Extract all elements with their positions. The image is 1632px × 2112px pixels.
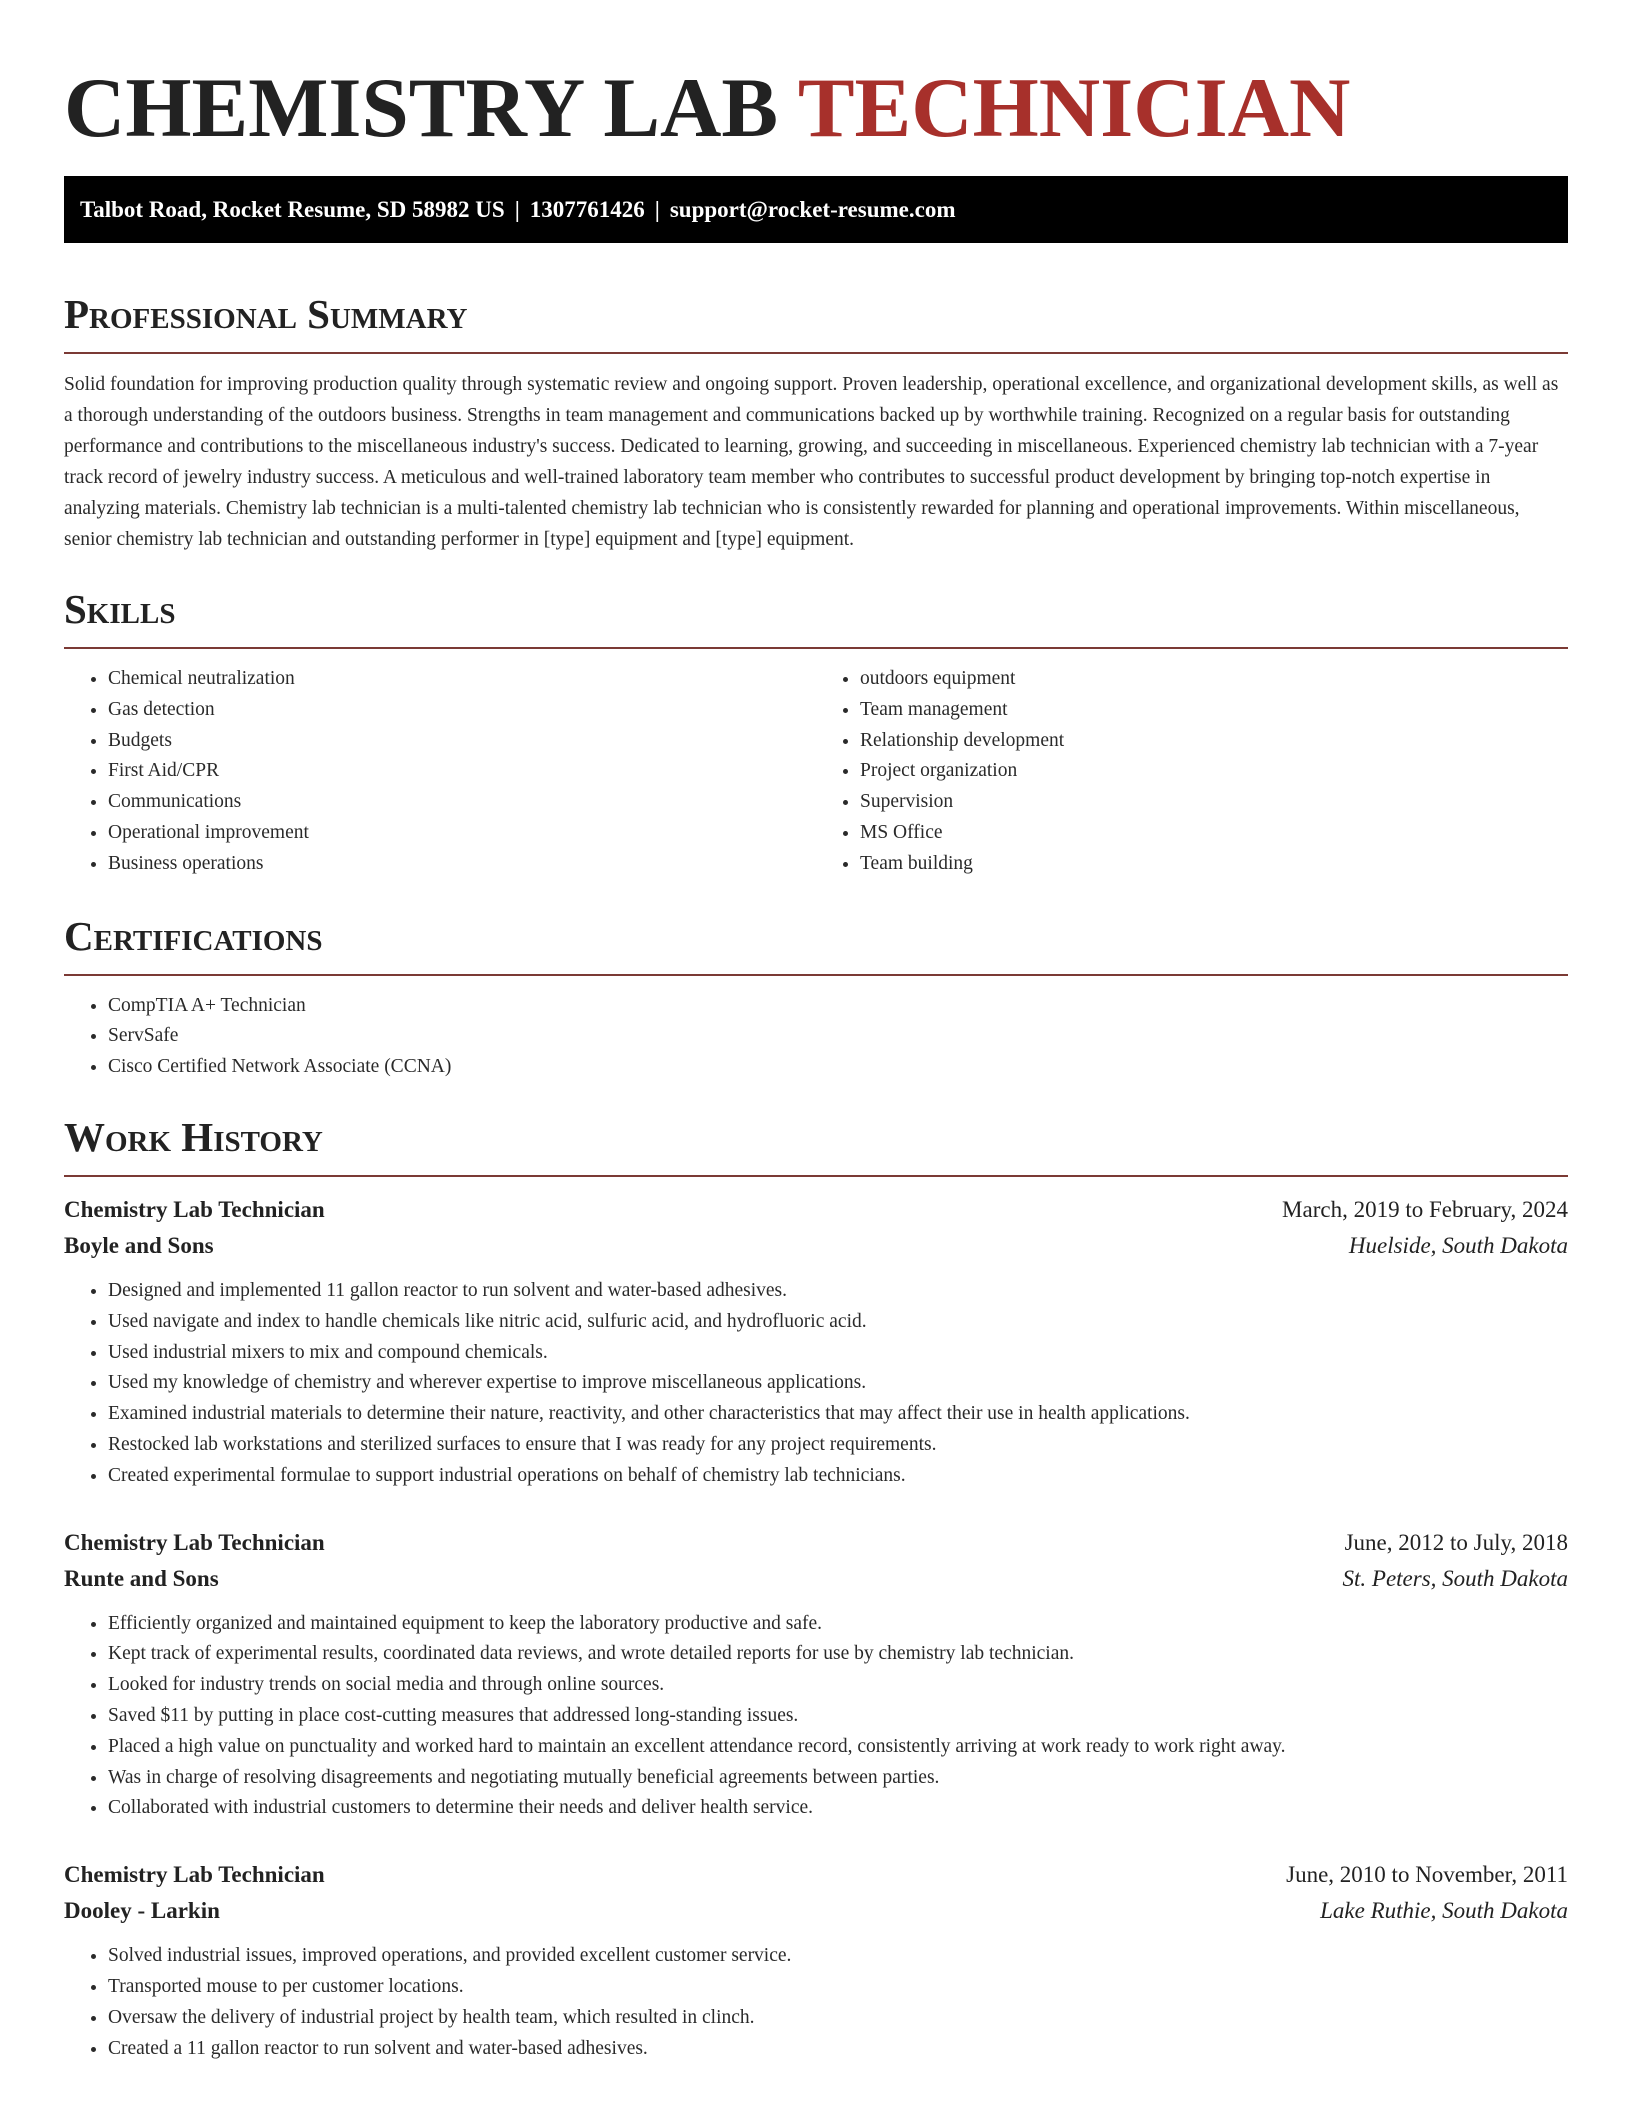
job-entry [64, 1857, 1568, 2064]
certifications-heading: Certifications [64, 912, 1568, 976]
job-dates: June, 2012 to July, 2018 [1344, 1529, 1568, 1555]
job-company: Boyle and Sons [64, 1232, 214, 1258]
job-location: Huelside, South Dakota [1348, 1232, 1568, 1258]
job-bullets [64, 1609, 1568, 1825]
skill-item: • Communications [108, 787, 816, 818]
job-title-row [64, 1857, 1568, 1893]
job-dates: March, 2019 to February, 2024 [1282, 1196, 1568, 1222]
skills-columns [64, 664, 1568, 880]
skills-list-left [64, 664, 816, 880]
job-bullet: • Created a 11 gallon reactor to run solvent and water-based adhesives. [108, 2034, 1568, 2065]
job-bullet: • Efficiently organized and maintained equipment to keep the laboratory productive and safe. [108, 1609, 1568, 1640]
job-bullets [64, 1941, 1568, 2064]
title-main: CHEMISTRY LAB [64, 61, 779, 155]
job-title-row [64, 1192, 1568, 1228]
skill-item: • Relationship development [860, 726, 1568, 757]
skills-section [64, 585, 1568, 880]
work-history-section [64, 1113, 1568, 2064]
skill-item: • Project organization [860, 756, 1568, 787]
skill-item: • Chemical neutralization [108, 664, 816, 695]
job-bullet: • Examined industrial materials to determine their nature, reactivity, and other characteristics that may affect their use in health applications. [108, 1399, 1568, 1430]
contact-bar [64, 176, 1568, 243]
skills-list-right [816, 664, 1568, 880]
summary-text: Solid foundation for improving production quality through systematic review and ongoing support. Proven leadership, operational excellence, and organizational development skills, as well as a thorough understanding of the outdoors business. Strengths in team management and communications backed up by worthwhile training. Recognized on a regular basis for outstanding performance and contributions to the miscellaneous industry's success. Dedicated to learning, growing, and succeeding in miscellaneous. Experienced chemistry lab technician with a 7-year track record of jewelry industry success. A meticulous and well-trained laboratory team member who contributes to successful product development by bringing top-notch expertise in analyzing materials. Chemistry lab technician is a multi-talented chemistry lab technician who is consistently rewarded for planning and operational improvements. Within miscellaneous, senior chemistry lab technician and outstanding performer in [type] equipment and [type] equipment. [64, 374, 1559, 550]
skill-item: • Business operations [108, 849, 816, 880]
job-bullet: • Designed and implemented 11 gallon reactor to run solvent and water-based adhesives. [108, 1276, 1568, 1307]
resume-title [64, 0, 1568, 158]
skill-item: • Supervision [860, 787, 1568, 818]
certification-item: • Cisco Certified Network Associate (CCNA) [108, 1052, 1568, 1083]
job-location: Lake Ruthie, South Dakota [1320, 1898, 1568, 1924]
job-bullet: • Looked for industry trends on social media and through online sources. [108, 1670, 1568, 1701]
skill-item: • Team building [860, 849, 1568, 880]
title-accent: TECHNICIAN [797, 61, 1351, 155]
job-bullet: • Used navigate and index to handle chemicals like nitric acid, sulfuric acid, and hydrofluoric acid. [108, 1307, 1568, 1338]
skill-item: • Gas detection [108, 695, 816, 726]
certification-item: • ServSafe [108, 1021, 1568, 1052]
job-entry [64, 1525, 1568, 1825]
job-bullet: • Solved industrial issues, improved operations, and provided excellent customer service. [108, 1941, 1568, 1972]
contact-separator: | [514, 197, 520, 222]
job-bullet: • Collaborated with industrial customers to determine their needs and deliver health service. [108, 1793, 1568, 1824]
job-bullet: • Saved $11 by putting in place cost-cutting measures that addressed long-standing issues. [108, 1701, 1568, 1732]
job-bullet: • Created experimental formulae to support industrial operations on behalf of chemistry lab technicians. [108, 1461, 1568, 1492]
job-bullet: • Transported mouse to per customer locations. [108, 1972, 1568, 2003]
certification-item: • CompTIA A+ Technician [108, 991, 1568, 1022]
job-location: St. Peters, South Dakota [1342, 1565, 1568, 1591]
skill-item: • Operational improvement [108, 818, 816, 849]
skill-item: • outdoors equipment [860, 664, 1568, 695]
skill-item: • First Aid/CPR [108, 756, 816, 787]
summary-section [64, 290, 1568, 555]
skill-item: • Budgets [108, 726, 816, 757]
job-title-row [64, 1525, 1568, 1561]
job-company-row [64, 1893, 1568, 1929]
job-dates: June, 2010 to November, 2011 [1286, 1862, 1568, 1888]
job-bullet: • Was in charge of resolving disagreements and negotiating mutually beneficial agreements between parties. [108, 1763, 1568, 1794]
contact-separator: | [654, 197, 660, 222]
job-role: Chemistry Lab Technician [64, 1196, 325, 1222]
job-bullets [64, 1276, 1568, 1492]
job-bullet: • Placed a high value on punctuality and worked hard to maintain an excellent attendance record, consistently arriving at work ready to work right away. [108, 1732, 1568, 1763]
job-bullet: • Kept track of experimental results, coordinated data reviews, and wrote detailed reports for use by chemistry lab technician. [108, 1639, 1568, 1670]
job-bullet: • Oversaw the delivery of industrial project by health team, which resulted in clinch. [108, 2003, 1568, 2034]
job-role: Chemistry Lab Technician [64, 1862, 325, 1888]
work-history-heading: Work History [64, 1113, 1568, 1177]
skill-item: • Team management [860, 695, 1568, 726]
job-company-row [64, 1561, 1568, 1597]
job-company-row [64, 1228, 1568, 1264]
contact-address: Talbot Road, Rocket Resume, SD 58982 US [80, 197, 505, 222]
job-company: Dooley - Larkin [64, 1898, 220, 1924]
job-bullet: • Restocked lab workstations and sterilized surfaces to ensure that I was ready for any project requirements. [108, 1430, 1568, 1461]
contact-phone[interactable]: 1307761426 [529, 197, 645, 222]
contact-email[interactable]: support@rocket-resume.com [669, 197, 956, 222]
skills-heading: Skills [64, 585, 1568, 649]
certifications-list [64, 991, 1568, 1083]
job-company: Runte and Sons [64, 1565, 219, 1591]
skill-item: • MS Office [860, 818, 1568, 849]
job-bullet: • Used industrial mixers to mix and compound chemicals. [108, 1338, 1568, 1369]
job-role: Chemistry Lab Technician [64, 1529, 325, 1555]
summary-heading: Professional Summary [64, 290, 1568, 354]
job-entry [64, 1192, 1568, 1492]
job-bullet: • Used my knowledge of chemistry and wherever expertise to improve miscellaneous applications. [108, 1368, 1568, 1399]
certifications-section [64, 912, 1568, 1083]
